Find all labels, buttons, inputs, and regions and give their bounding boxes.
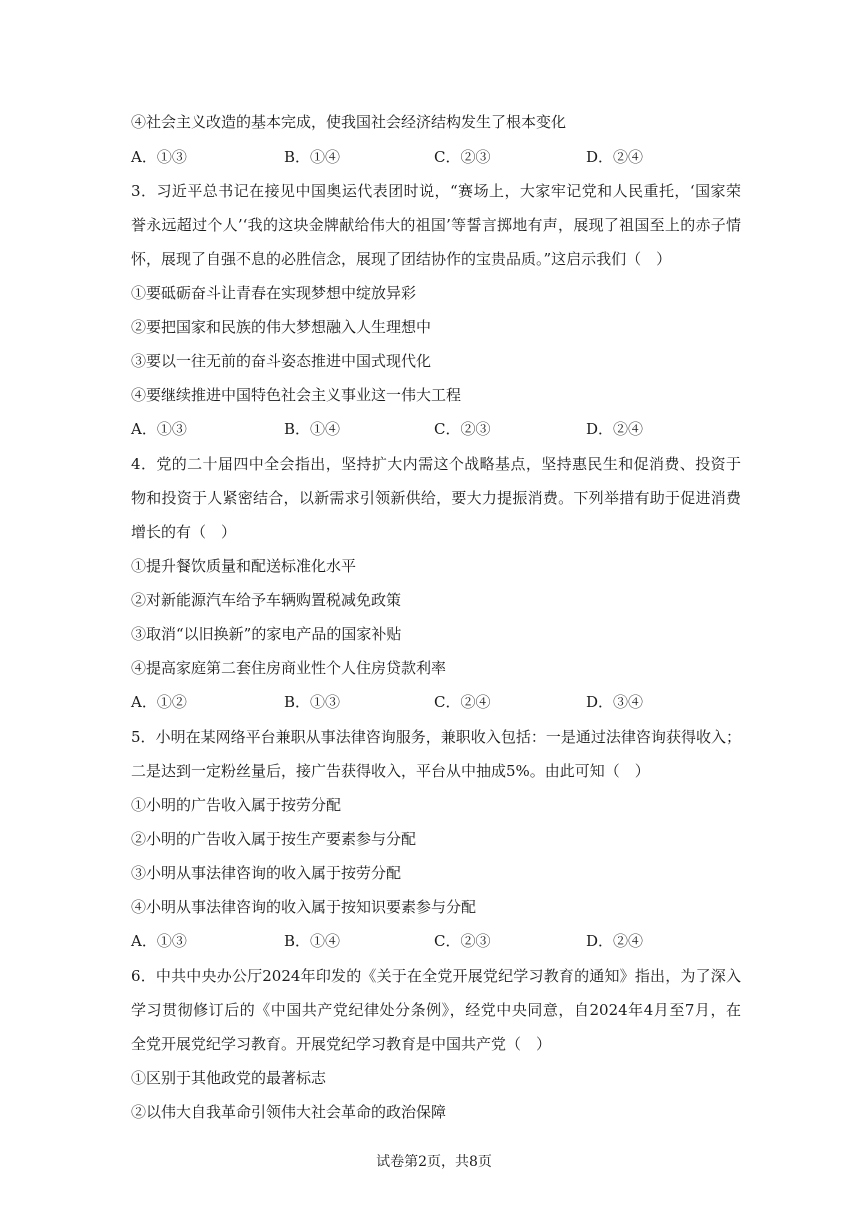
q6-item-2: ②以伟大自我革命引领伟大社会革命的政治保障 — [131, 1103, 447, 1121]
option-c: C．②③ — [434, 148, 491, 166]
q3-options — [131, 419, 691, 439]
q4-item-4: ④提高家庭第二套住房商业性个人住房贷款利率 — [131, 659, 447, 677]
option-a: A．①③ — [131, 148, 187, 166]
q4-options — [131, 692, 691, 712]
page-footer: 试卷第2页，共8页 — [376, 1154, 492, 1170]
option-b: B．①④ — [284, 148, 341, 166]
q5-item-3: ③小明从事法律咨询的收入属于按劳分配 — [131, 864, 402, 882]
q6-stem-line-2: 学习贯彻修订后的《中国共产党纪律处分条例》，经党中央同意，自2024年4月至7月，在 — [131, 1001, 741, 1019]
option-d: D．③④ — [586, 693, 644, 711]
q5-stem-line-1: 5．小明在某网络平台兼职从事法律咨询服务，兼职收入包括：一是通过法律咨询获得收入； — [131, 728, 741, 746]
q4-stem-line-1: 4．党的二十届四中全会指出，坚持扩大内需这个战略基点，坚持惠民生和促消费、投资于 — [131, 455, 741, 473]
q3-item-1: ①要砥砺奋斗让青春在实现梦想中绽放异彩 — [131, 284, 417, 302]
q4-item-3: ③取消“以旧换新”的家电产品的国家补贴 — [131, 625, 402, 643]
prev-question-item-4: ④社会主义改造的基本完成，使我国社会经济结构发生了根本变化 — [131, 113, 567, 131]
q5-item-4: ④小明从事法律咨询的收入属于按知识要素参与分配 — [131, 898, 477, 916]
option-d: D．②④ — [586, 148, 644, 166]
option-c: C．②④ — [434, 693, 491, 711]
q6-item-1: ①区别于其他政党的最著标志 — [131, 1069, 327, 1087]
prev-question-options — [131, 147, 691, 167]
q3-stem-line-3: 怀，展现了自强不息的必胜信念，展现了团结协作的宝贵品质。”这启示我们（ ） — [131, 250, 672, 268]
q5-item-1: ①小明的广告收入属于按劳分配 — [131, 796, 342, 814]
q6-stem-line-3: 全党开展党纪学习教育。开展党纪学习教育是中国共产党（ ） — [131, 1035, 552, 1053]
option-b: B．①③ — [284, 693, 341, 711]
option-b: B．①④ — [284, 420, 341, 438]
q5-item-2: ②小明的广告收入属于按生产要素参与分配 — [131, 830, 417, 848]
q3-stem-line-2: 誉永远超过个人’‘我的这块金牌献给伟大的祖国’等誓言掷地有声，展现了祖国至上的赤子情 — [131, 216, 741, 234]
q5-options — [131, 931, 691, 951]
option-d: D．②④ — [586, 932, 644, 950]
q4-item-1: ①提升餐饮质量和配送标准化水平 — [131, 557, 357, 575]
q5-stem-line-2: 二是达到一定粉丝量后，接广告获得收入，平台从中抽成5%。由此可知（ ） — [131, 762, 650, 780]
q4-stem-line-3: 增长的有（ ） — [131, 523, 237, 541]
option-c: C．②③ — [434, 932, 491, 950]
q3-stem-line-1: 3．习近平总书记在接见中国奥运代表团时说，“赛场上，大家牢记党和人民重托，‘国家荣 — [131, 182, 741, 200]
q6-stem-line-1: 6．中共中央办公厅2024年印发的《关于在全党开展党纪学习教育的通知》指出，为了深入 — [131, 967, 741, 985]
option-b: B．①④ — [284, 932, 341, 950]
q3-item-4: ④要继续推进中国特色社会主义事业这一伟大工程 — [131, 386, 462, 404]
option-a: A．①③ — [131, 420, 187, 438]
option-d: D．②④ — [586, 420, 644, 438]
q4-item-2: ②对新能源汽车给予车辆购置税减免政策 — [131, 591, 402, 609]
q3-item-2: ②要把国家和民族的伟大梦想融入人生理想中 — [131, 318, 432, 336]
q4-stem-line-2: 物和投资于人紧密结合，以新需求引领新供给，要大力提振消费。下列举措有助于促进消费 — [131, 489, 741, 507]
option-a: A．①② — [131, 693, 187, 711]
q3-item-3: ③要以一往无前的奋斗姿态推进中国式现代化 — [131, 352, 432, 370]
option-a: A．①③ — [131, 932, 187, 950]
option-c: C．②③ — [434, 420, 491, 438]
